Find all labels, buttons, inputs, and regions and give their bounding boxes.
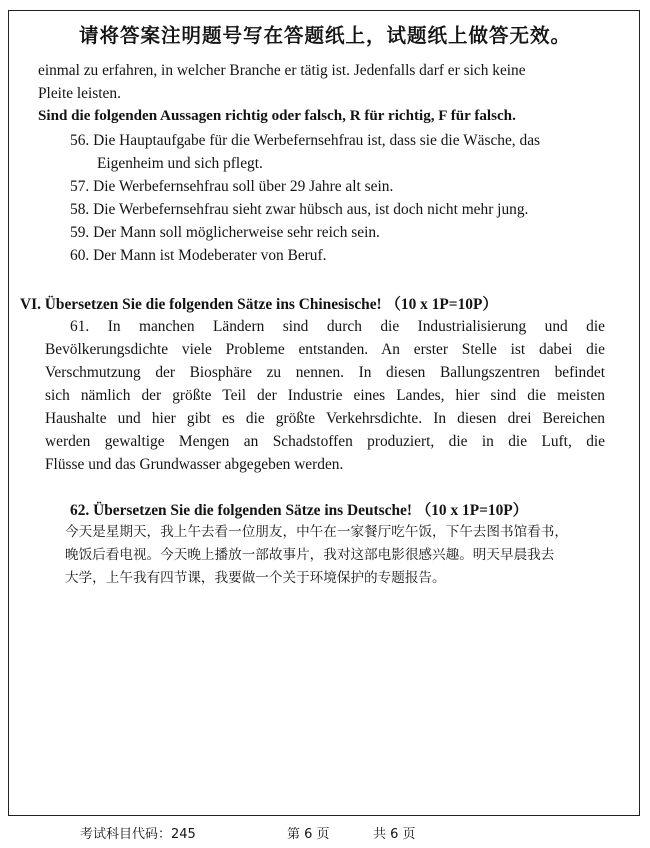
item-61-line: Bevölkerungsdichte viele Probleme entstanden. An erster Stelle ist dabei die xyxy=(45,341,605,358)
item-61-paragraph xyxy=(45,315,605,476)
section-6-points: （10 x 1P=10P） xyxy=(385,296,498,313)
item-62-line: 大学，上午我有四节课，我要做一个关于环境保护的专题报告。 xyxy=(65,570,446,586)
tf-item-56 xyxy=(70,132,540,150)
item-61-line: Haushalte und hier gibt es die größte Verkehrsdichte. In diesen drei Bereichen xyxy=(45,410,605,427)
tf-item-text: Der Mann ist Modeberater von Beruf. xyxy=(93,247,327,264)
item-62-line: 晚饭后看电视。今天晚上播放一部故事片，我对这部电影很感兴趣。明天早晨我去 xyxy=(65,547,555,563)
true-false-instruction: Sind die folgenden Aussagen richtig oder falsch, R für richtig, F für falsch. xyxy=(38,108,516,124)
tf-item-number: 57. xyxy=(70,178,90,195)
exam-instruction-header: 请将答案注明题号写在答题纸上，试题纸上做答无效。 xyxy=(78,24,571,47)
tf-item-number: 56. xyxy=(70,132,90,149)
tf-item-58 xyxy=(70,201,528,219)
item-62-title: 62. Übersetzen Sie die folgenden Sätze ins Deutsche! xyxy=(70,502,412,519)
tf-item-number: 58. xyxy=(70,201,90,218)
item-62-chinese-text xyxy=(65,521,605,590)
tf-item-text: Die Hauptaufgabe für die Werbefernsehfrau ist, dass sie die Wäsche, das xyxy=(93,132,541,149)
footer-subject-code: 考试科目代码：245 xyxy=(80,827,196,842)
item-61-line: 61. In manchen Ländern sind durch die Industrialisierung und die xyxy=(70,318,605,335)
item-61-line: Verschmutzung der Biosphäre zu nennen. In diesen Ballungszentren befindet xyxy=(45,364,605,381)
tf-item-number: 60. xyxy=(70,247,90,264)
tf-item-56-continuation: Eigenheim und sich pflegt. xyxy=(97,155,263,172)
item-62-points: （10 x 1P=10P） xyxy=(415,502,529,519)
section-6-heading xyxy=(20,292,498,314)
item-61-line: werden gewaltige Mengen an Schadstoffen produziert, die in die Luft, die xyxy=(45,433,605,450)
item-61-line: sich nämlich der größte Teil der Industrie eines Landes, hier sind die meisten xyxy=(45,387,605,404)
continuation-line-2: Pleite leisten. xyxy=(38,85,121,102)
footer-total-pages: 共 6 页 xyxy=(373,827,416,842)
footer-page-number: 第 6 页 xyxy=(287,827,330,842)
tf-item-text: Die Werbefernsehfrau sieht zwar hübsch aus, ist doch nicht mehr jung. xyxy=(93,201,529,218)
tf-item-57 xyxy=(70,178,393,196)
item-62-line: 今天是星期天，我上午去看一位朋友，中午在一家餐厅吃午饭，下午去图书馆看书， xyxy=(65,524,568,540)
tf-item-text: Die Werbefernsehfrau soll über 29 Jahre alt sein. xyxy=(93,178,394,195)
item-62-heading xyxy=(70,498,528,520)
tf-item-59 xyxy=(70,224,380,242)
section-6-title: VI. Übersetzen Sie die folgenden Sätze ins Chinesische! xyxy=(20,296,382,313)
tf-item-60 xyxy=(70,247,326,265)
continuation-line-1: einmal zu erfahren, in welcher Branche er tätig ist. Jedenfalls darf er sich keine xyxy=(38,62,526,79)
tf-item-text: Der Mann soll möglicherweise sehr reich sein. xyxy=(93,224,380,241)
tf-item-number: 59. xyxy=(70,224,90,241)
item-61-line: Flüsse und das Grundwasser abgegeben werden. xyxy=(45,456,344,473)
